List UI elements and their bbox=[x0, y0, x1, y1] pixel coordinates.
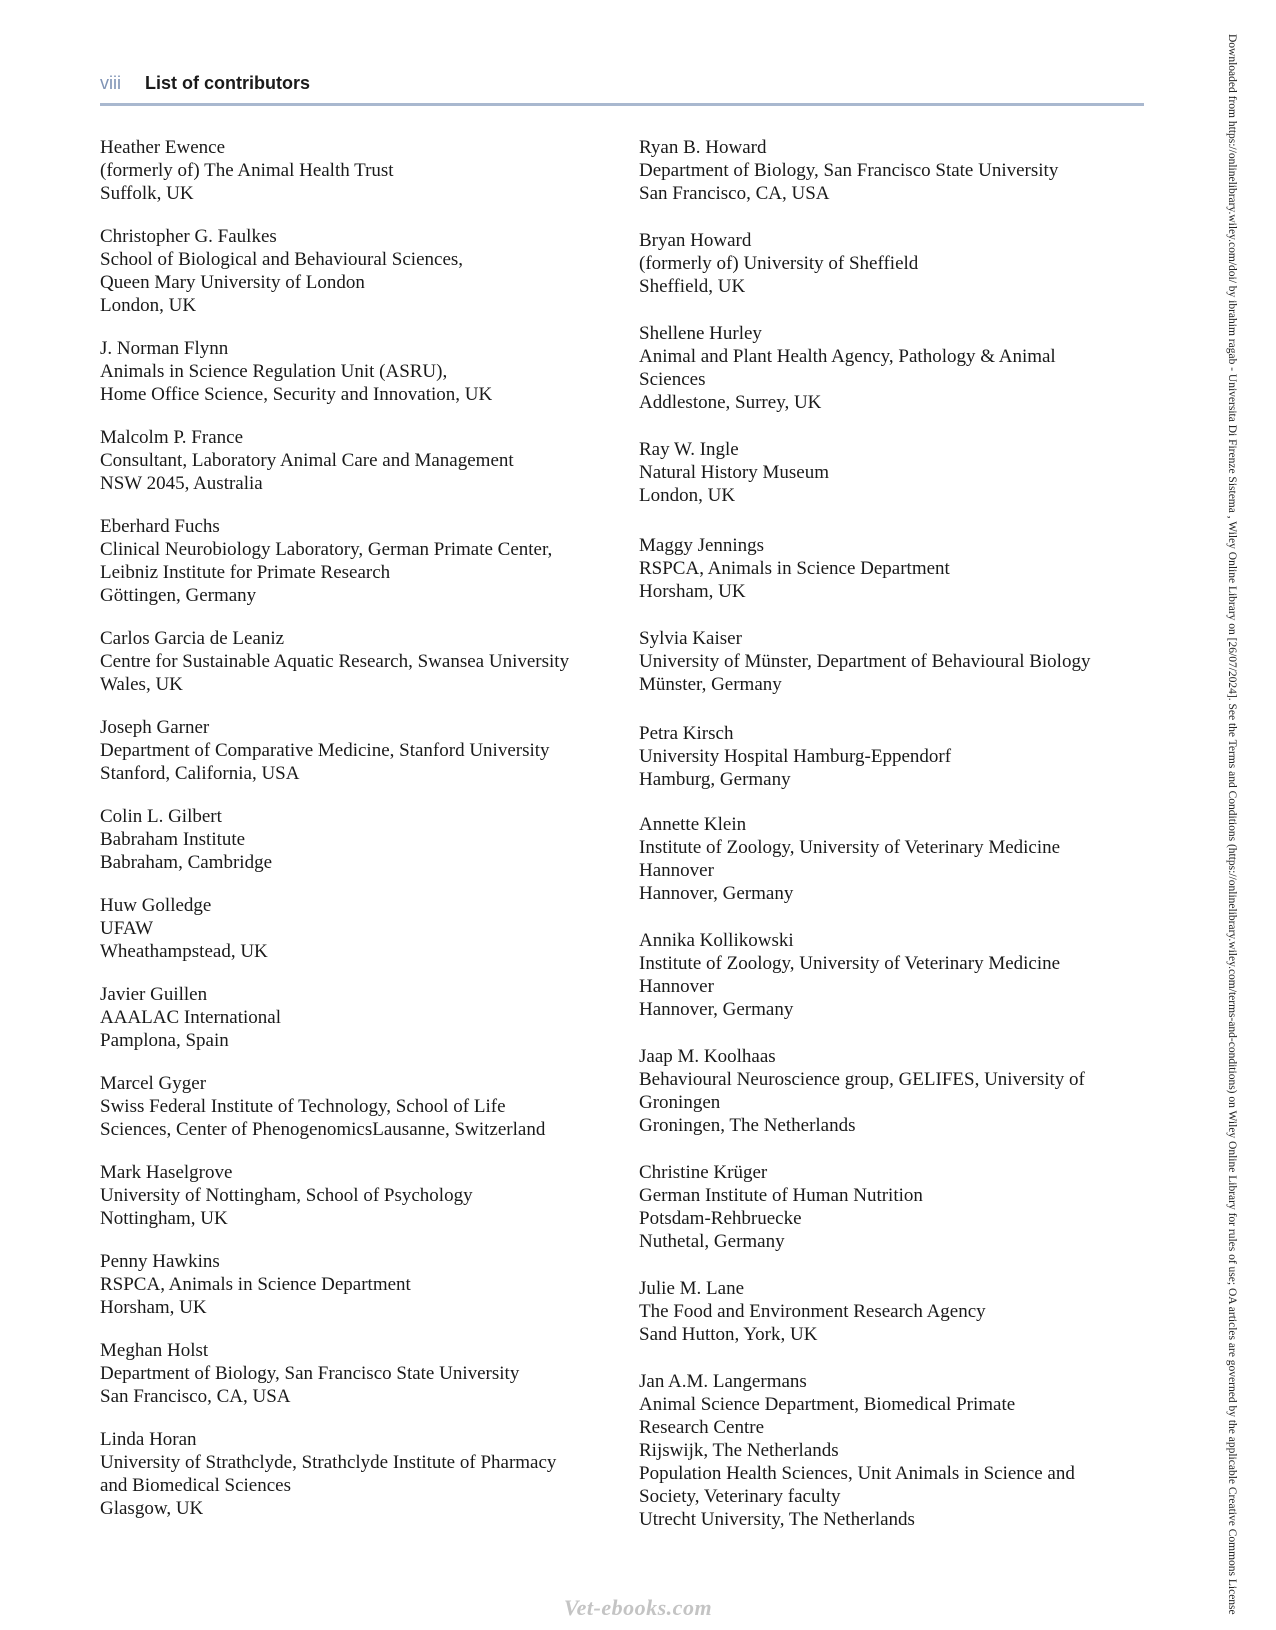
contributor-name: J. Norman Flynn bbox=[100, 338, 229, 359]
contributor-entry bbox=[639, 813, 1139, 905]
contributor-affiliation-line: Göttingen, Germany bbox=[100, 585, 257, 606]
watermark-logo: Vet-ebooks.com bbox=[563, 1595, 713, 1620]
contributor-entry bbox=[639, 229, 1139, 298]
contributor-affiliation-line: RSPCA, Animals in Science Department bbox=[639, 558, 950, 579]
contributor-name: Annette Klein bbox=[639, 814, 747, 835]
contributor-name: Maggy Jennings bbox=[639, 535, 765, 556]
contributor-name: Mark Haselgrove bbox=[100, 1162, 233, 1183]
contributor-affiliation-line: AAALAC International bbox=[100, 1007, 281, 1028]
contributor-affiliation-line: NSW 2045, Australia bbox=[100, 473, 263, 494]
contributor-affiliation-line: Department of Biology, San Francisco State University bbox=[639, 160, 1059, 181]
contributor-entry bbox=[100, 894, 620, 963]
contributor-entry bbox=[100, 1161, 620, 1230]
contributor-affiliation-line: Behavioural Neuroscience group, GELIFES, University of bbox=[639, 1069, 1085, 1090]
contributor-affiliation-line: Hannover, Germany bbox=[639, 999, 794, 1020]
contributor-affiliation-line: Department of Biology, San Francisco State University bbox=[100, 1363, 520, 1384]
contributor-affiliation-line: Consultant, Laboratory Animal Care and Management bbox=[100, 450, 514, 471]
contributor-entry bbox=[100, 225, 620, 317]
contributor-affiliation-line: Sand Hutton, York, UK bbox=[639, 1324, 818, 1345]
page-number: viii bbox=[100, 73, 121, 93]
contributor-entry bbox=[100, 1250, 620, 1319]
contributor-affiliation-line: Wales, UK bbox=[100, 674, 183, 695]
contributor-affiliation-line: Hannover bbox=[639, 976, 714, 997]
contributor-name: Meghan Holst bbox=[100, 1340, 209, 1361]
contributor-affiliation-line: Glasgow, UK bbox=[100, 1498, 204, 1519]
contributor-affiliation-line: Department of Comparative Medicine, Stanford University bbox=[100, 740, 550, 761]
contributor-entry bbox=[100, 337, 620, 406]
contributor-affiliation-line: Home Office Science, Security and Innovation, UK bbox=[100, 384, 493, 405]
contributor-name: Ray W. Ingle bbox=[639, 439, 739, 460]
contributors-left-column bbox=[100, 136, 620, 1540]
contributor-name: Linda Horan bbox=[100, 1429, 197, 1450]
contributor-entry bbox=[639, 322, 1139, 414]
contributor-name: Bryan Howard bbox=[639, 230, 752, 251]
running-header bbox=[100, 73, 1144, 106]
contributor-name: Carlos Garcia de Leaniz bbox=[100, 628, 285, 649]
contributor-affiliation-line: London, UK bbox=[639, 485, 736, 506]
contributor-name: Annika Kollikowski bbox=[639, 930, 794, 951]
contributor-affiliation-line: Utrecht University, The Netherlands bbox=[639, 1509, 915, 1530]
contributor-affiliation-line: Addlestone, Surrey, UK bbox=[639, 392, 822, 413]
contributor-entry bbox=[639, 627, 1139, 696]
contributor-affiliation-line: Rijswijk, The Netherlands bbox=[639, 1440, 839, 1461]
contributor-name: Christopher G. Faulkes bbox=[100, 226, 277, 247]
contributor-name: Eberhard Fuchs bbox=[100, 516, 220, 537]
contributor-affiliation-line: University of Nottingham, School of Psychology bbox=[100, 1185, 473, 1206]
contributor-affiliation-line: and Biomedical Sciences bbox=[100, 1475, 291, 1496]
contributor-affiliation-line: (formerly of) University of Sheffield bbox=[639, 253, 919, 274]
contributor-affiliation-line: Research Centre bbox=[639, 1417, 765, 1438]
contributor-entry bbox=[639, 1370, 1139, 1531]
download-notice: Downloaded from https://onlinelibrary.wiley.com/doi/ by ibrahim ragab - Universita Di Firenze Sistema , Wiley Online Library on [26/07/2024]. See the Terms and Conditions (https://onlinelibrary.wiley.com/terms-and-conditions) on Wiley Online Library for rules of use; OA articles are governed by the applicable Creative Commons License bbox=[1226, 34, 1238, 1615]
contributor-affiliation-line: (formerly of) The Animal Health Trust bbox=[100, 160, 394, 181]
contributor-entry bbox=[100, 1428, 620, 1520]
contributor-entry bbox=[639, 438, 1139, 507]
contributor-affiliation-line: University of Münster, Department of Behavioural Biology bbox=[639, 651, 1091, 672]
contributor-affiliation-line: Animals in Science Regulation Unit (ASRU), bbox=[100, 361, 448, 382]
contributor-affiliation-line: The Food and Environment Research Agency bbox=[639, 1301, 986, 1322]
contributor-affiliation-line: Institute of Zoology, University of Veterinary Medicine bbox=[639, 953, 1061, 974]
contributor-affiliation-line: Centre for Sustainable Aquatic Research, Swansea University bbox=[100, 651, 570, 672]
contributor-affiliation-line: Potsdam-Rehbruecke bbox=[639, 1208, 802, 1229]
contributor-affiliation-line: School of Biological and Behavioural Sciences, bbox=[100, 249, 464, 270]
contributor-affiliation-line: Groningen bbox=[639, 1092, 721, 1113]
contributor-affiliation-line: Nottingham, UK bbox=[100, 1208, 228, 1229]
contributor-name: Jan A.M. Langermans bbox=[639, 1371, 807, 1392]
contributor-affiliation-line: Sciences, Center of PhenogenomicsLausanne, Switzerland bbox=[100, 1119, 546, 1140]
contributor-affiliation-line: Wheathampstead, UK bbox=[100, 941, 268, 962]
section-title: List of contributors bbox=[145, 73, 310, 93]
contributor-entry bbox=[639, 722, 1139, 791]
contributor-entry bbox=[100, 426, 620, 495]
contributor-affiliation-line: London, UK bbox=[100, 295, 197, 316]
contributor-name: Jaap M. Koolhaas bbox=[639, 1046, 776, 1067]
contributor-affiliation-line: Hannover bbox=[639, 860, 714, 881]
contributor-affiliation-line: Society, Veterinary faculty bbox=[639, 1486, 841, 1507]
contributor-entry bbox=[639, 1277, 1139, 1346]
contributor-name: Ryan B. Howard bbox=[639, 137, 767, 158]
contributor-affiliation-line: Suffolk, UK bbox=[100, 183, 194, 204]
contributor-affiliation-line: Animal Science Department, Biomedical Primate bbox=[639, 1394, 1016, 1415]
contributor-affiliation-line: Natural History Museum bbox=[639, 462, 829, 483]
contributor-affiliation-line: San Francisco, CA, USA bbox=[100, 1386, 291, 1407]
contributor-entry bbox=[100, 136, 620, 205]
contributor-affiliation-line: Institute of Zoology, University of Veterinary Medicine bbox=[639, 837, 1061, 858]
contributor-affiliation-line: Horsham, UK bbox=[100, 1297, 207, 1318]
contributor-affiliation-line: University of Strathclyde, Strathclyde Institute of Pharmacy bbox=[100, 1452, 557, 1473]
contributor-affiliation-line: Animal and Plant Health Agency, Pathology & Animal bbox=[639, 346, 1056, 367]
contributor-affiliation-line: Groningen, The Netherlands bbox=[639, 1115, 856, 1136]
contributor-affiliation-line: San Francisco, CA, USA bbox=[639, 183, 830, 204]
contributor-affiliation-line: University Hospital Hamburg-Eppendorf bbox=[639, 746, 952, 767]
contributor-entry bbox=[639, 534, 1139, 603]
contributor-entry bbox=[100, 627, 620, 696]
contributor-affiliation-line: Leibniz Institute for Primate Research bbox=[100, 562, 391, 583]
contributor-affiliation-line: Babraham, Cambridge bbox=[100, 852, 273, 873]
contributor-entry bbox=[639, 929, 1139, 1021]
contributor-affiliation-line: Horsham, UK bbox=[639, 581, 746, 602]
contributor-name: Penny Hawkins bbox=[100, 1251, 220, 1272]
contributors-right-column bbox=[639, 136, 1139, 1555]
contributor-affiliation-line: Münster, Germany bbox=[639, 674, 782, 695]
contributor-affiliation-line: German Institute of Human Nutrition bbox=[639, 1185, 923, 1206]
contributor-entry bbox=[100, 983, 620, 1052]
contributor-affiliation-line: Hannover, Germany bbox=[639, 883, 794, 904]
contributor-entry bbox=[100, 1339, 620, 1408]
contributor-affiliation-line: Hamburg, Germany bbox=[639, 769, 791, 790]
contributor-affiliation-line: Population Health Sciences, Unit Animals in Science and bbox=[639, 1463, 1075, 1484]
contributor-name: Javier Guillen bbox=[100, 984, 208, 1005]
contributor-affiliation-line: UFAW bbox=[100, 918, 154, 939]
contributor-name: Shellene Hurley bbox=[639, 323, 762, 344]
contributor-entry bbox=[100, 716, 620, 785]
contributor-affiliation-line: Queen Mary University of London bbox=[100, 272, 365, 293]
contributor-affiliation-line: Stanford, California, USA bbox=[100, 763, 300, 784]
contributor-entry bbox=[100, 515, 620, 607]
contributor-name: Petra Kirsch bbox=[639, 723, 734, 744]
contributor-affiliation-line: Pamplona, Spain bbox=[100, 1030, 229, 1051]
contributor-affiliation-line: Sciences bbox=[639, 369, 706, 390]
contributor-name: Joseph Garner bbox=[100, 717, 210, 738]
contributor-affiliation-line: RSPCA, Animals in Science Department bbox=[100, 1274, 411, 1295]
contributor-entry bbox=[100, 1072, 620, 1141]
contributor-entry bbox=[639, 1045, 1139, 1137]
contributor-name: Malcolm P. France bbox=[100, 427, 244, 448]
contributor-affiliation-line: Swiss Federal Institute of Technology, School of Life bbox=[100, 1096, 506, 1117]
contributor-affiliation-line: Sheffield, UK bbox=[639, 276, 746, 297]
contributor-entry bbox=[639, 1161, 1139, 1253]
contributor-name: Heather Ewence bbox=[100, 137, 226, 158]
contributor-name: Sylvia Kaiser bbox=[639, 628, 742, 649]
contributor-affiliation-line: Clinical Neurobiology Laboratory, German Primate Center, bbox=[100, 539, 553, 560]
contributor-name: Julie M. Lane bbox=[639, 1278, 745, 1299]
contributor-affiliation-line: Babraham Institute bbox=[100, 829, 246, 850]
contributor-entry bbox=[639, 136, 1139, 205]
contributor-name: Marcel Gyger bbox=[100, 1073, 207, 1094]
contributor-name: Huw Golledge bbox=[100, 895, 212, 916]
contributor-affiliation-line: Nuthetal, Germany bbox=[639, 1231, 785, 1252]
contributor-name: Colin L. Gilbert bbox=[100, 806, 222, 827]
contributor-entry bbox=[100, 805, 620, 874]
contributor-name: Christine Krüger bbox=[639, 1162, 768, 1183]
